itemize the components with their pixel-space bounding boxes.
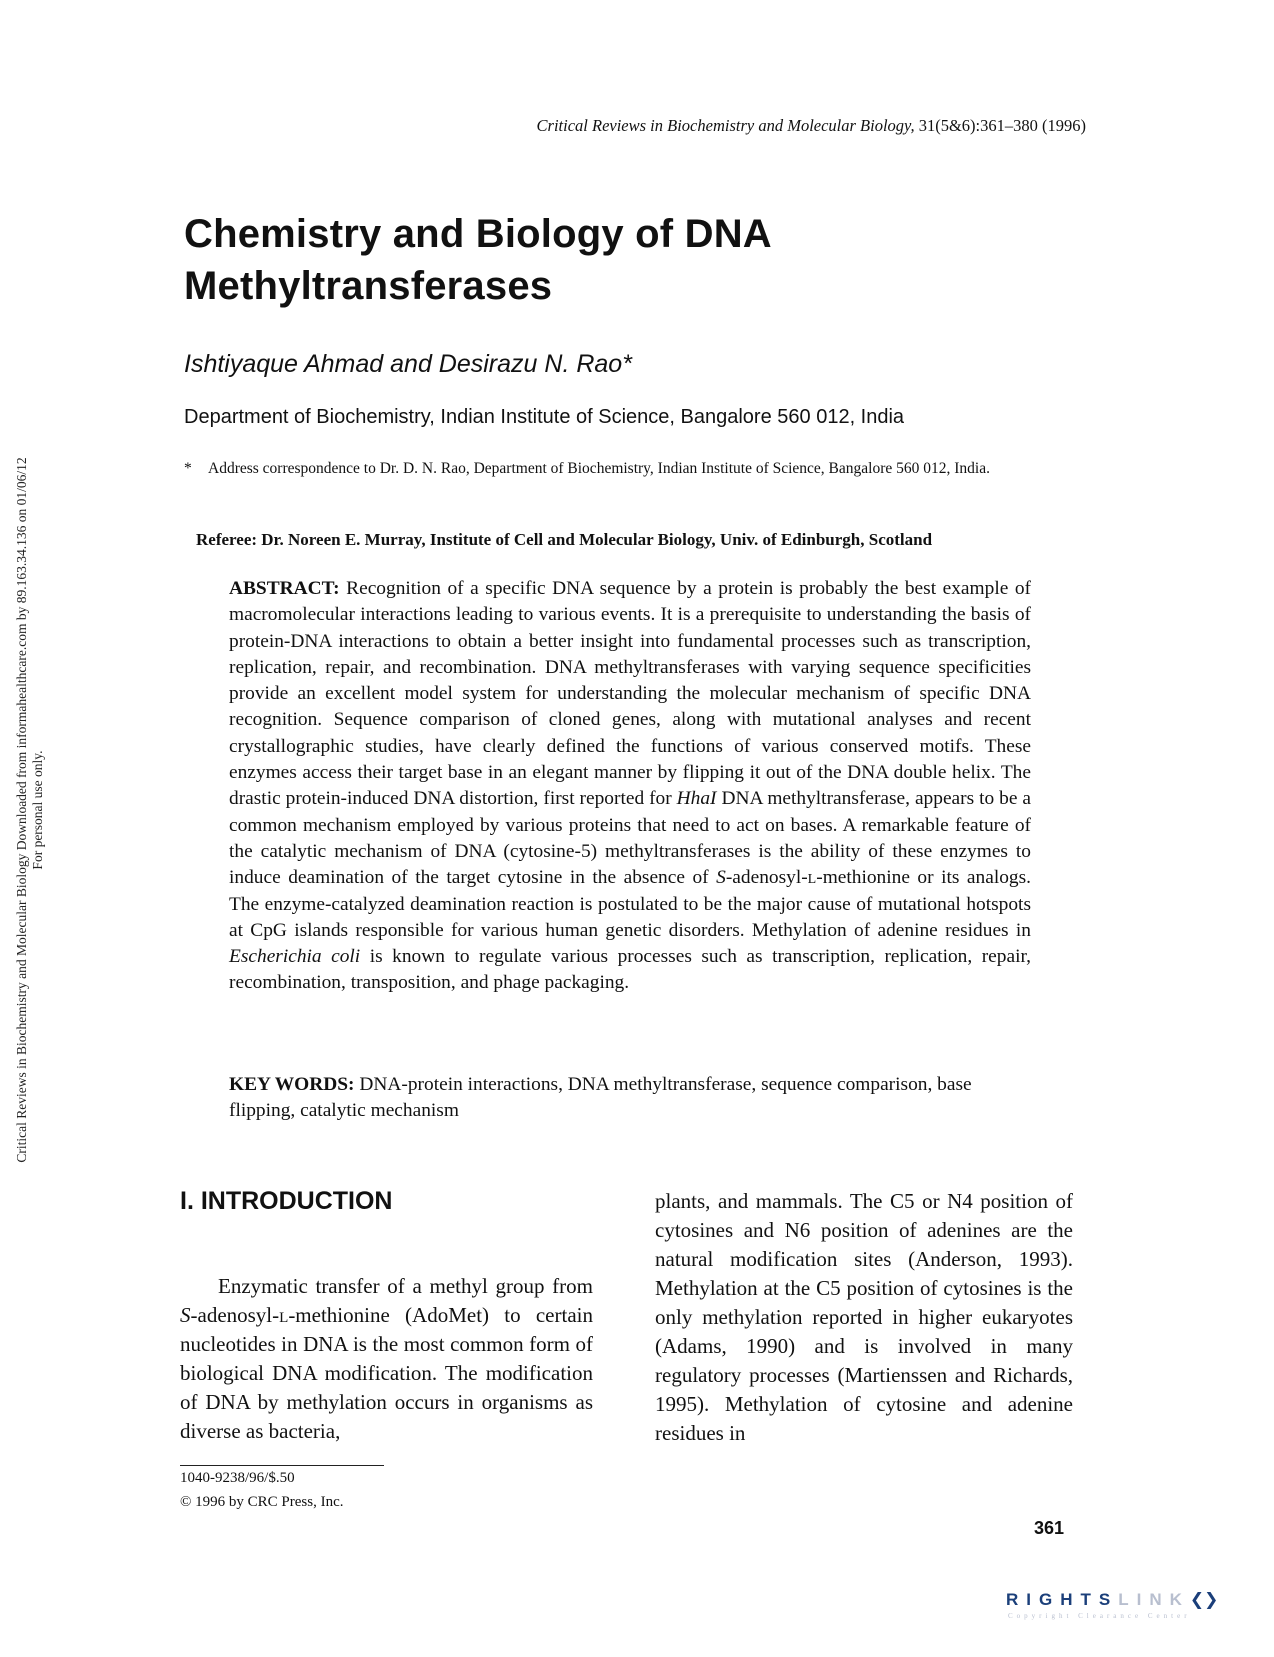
rightslink-logo-part-2: LINK xyxy=(1118,1590,1190,1609)
authors: Ishtiyaque Ahmad and Desirazu N. Rao* xyxy=(184,350,632,378)
title-line-1: Chemistry and Biology of DNA xyxy=(184,212,772,256)
footnote-copyright: © 1996 by CRC Press, Inc. xyxy=(180,1494,344,1510)
journal-citation xyxy=(440,116,1086,136)
paper-title xyxy=(184,208,944,312)
rightslink-subtitle: Copyright Clearance Center xyxy=(1008,1612,1191,1620)
abstract-italic-s: S xyxy=(716,867,726,889)
keywords-label: KEY WORDS: xyxy=(229,1074,355,1095)
abstract-text-5: is known to regulate various processes such as transcription, replication, repair, recombination, transposition, and phage packaging. xyxy=(229,946,1031,994)
rightslink-chevron-icon: ❮❯ xyxy=(1189,1590,1219,1609)
rightslink-logo-part-1: RIGHTS xyxy=(1006,1590,1119,1609)
keywords-text: DNA-protein interactions, DNA methyltransferase, sequence comparison, base flipping, catalytic mechanism xyxy=(229,1074,972,1122)
abstract-italic-hhai: HhaI xyxy=(676,788,717,810)
abstract xyxy=(229,576,1031,997)
journal-name: Critical Reviews in Biochemistry and Molecular Biology, xyxy=(536,116,915,135)
abstract-text-2: DNA methyltransferase, appears to be a common mechanism employed by various proteins that need to act on bases. A remarkable feature of the catalytic mechanism of DNA (cytosine-5) methyltransferases is the ability of these enzymes to induce deamination of the target cytosine in the absence of xyxy=(229,788,1031,889)
footnote-mark: * xyxy=(184,460,192,477)
abstract-italic-ecoli: Escherichia coli xyxy=(229,946,361,968)
intro-left-column xyxy=(180,1272,593,1446)
intro-smallcaps-l: l xyxy=(279,1303,289,1327)
watermark-line-1: Critical Reviews in Biochemistry and Molecular Biology Downloaded from informahealthcare.com by 89.163.34.136 on 01/06/12 xyxy=(14,457,29,1163)
footnote-code: 1040-9238/96/$.50 xyxy=(180,1470,295,1486)
abstract-text-4: -methionine or its analogs. The enzyme-catalyzed deamination reaction is postulated to be the major cause of mutational hotspots at CpG islands responsible for various human genetic disorders. Methylation of adenine residues in xyxy=(229,867,1031,941)
intro-right-column: plants, and mammals. The C5 or N4 position of cytosines and N6 position of adenines are the natural modification sites (Anderson, 1993). Methylation at the C5 position of cytosines is the only methylation reported in higher eukaryotes (Adams, 1990) and is involved in many regulatory processes (Martienssen and Richards, 1995). Methylation of cytosine and adenine residues in xyxy=(655,1189,1073,1445)
footnote-divider xyxy=(180,1465,384,1466)
intro-text-3: -methionine (AdoMet) to certain nucleotides in DNA is the most common form of biological DNA modification. The modification of DNA by methylation occurs in organisms as diverse as bacteria, xyxy=(180,1303,593,1443)
keywords xyxy=(229,1072,1031,1125)
intro-text-2: -adenosyl- xyxy=(190,1303,280,1327)
correspondence-note xyxy=(184,458,1044,480)
abstract-smallcaps-l: l xyxy=(807,867,817,889)
page-number: 361 xyxy=(1034,1518,1065,1538)
correspondence-text: Address correspondence to Dr. D. N. Rao, Department of Biochemistry, Indian Institute of Science, Bangalore 560 012, India. xyxy=(208,460,990,477)
download-watermark xyxy=(14,380,46,1240)
referee: Referee: Dr. Noreen E. Murray, Institute of Cell and Molecular Biology, Univ. of Edinburgh, Scotland xyxy=(196,530,933,549)
section-heading-introduction: I. INTRODUCTION xyxy=(180,1187,393,1215)
intro-text-1: Enzymatic transfer of a methyl group from xyxy=(218,1274,593,1298)
watermark-line-2: For personal use only. xyxy=(30,750,45,870)
intro-italic-s: S xyxy=(180,1303,191,1327)
rightslink-logo[interactable] xyxy=(1006,1590,1218,1610)
journal-volume: 31(5&6):361–380 (1996) xyxy=(918,116,1086,135)
title-line-2: Methyltransferases xyxy=(184,264,553,308)
abstract-label: ABSTRACT: xyxy=(229,578,340,599)
abstract-text-3: -adenosyl- xyxy=(725,867,808,889)
abstract-text-1: Recognition of a specific DNA sequence by a protein is probably the best example of macromolecular interactions leading to various events. It is a prerequisite to understanding the basis of protein-DNA interactions to obtain a better insight into fundamental processes such as transcription, replication, repair, and recombination. DNA methyltransferases with varying sequence specificities provide an excellent model system for understanding the molecular mechanism of specific DNA recognition. Sequence comparison of cloned genes, along with mutational analyses and recent crystallographic studies, have clearly defined the functions of various conserved motifs. These enzymes access their target base in an elegant manner by flipping it out of the DNA double helix. The drastic protein-induced DNA distortion, first reported for xyxy=(229,578,1031,810)
affiliation: Department of Biochemistry, Indian Institute of Science, Bangalore 560 012, India xyxy=(184,406,905,428)
